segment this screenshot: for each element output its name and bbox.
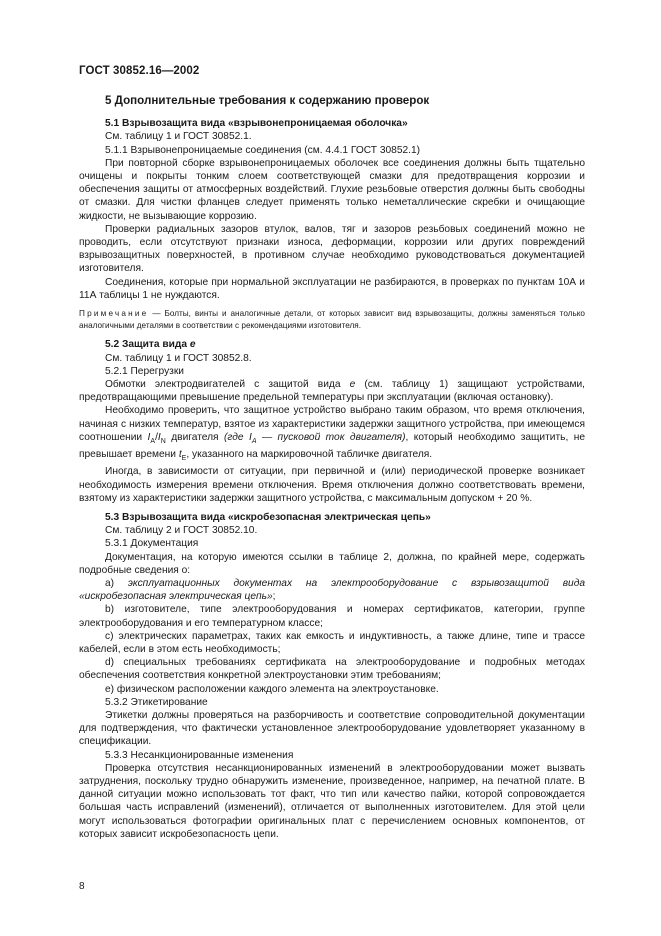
formula-sub: A <box>150 437 156 445</box>
section-5-2-ref: См. таблицу 1 и ГОСТ 30852.8. <box>105 352 252 364</box>
text: ; <box>272 591 276 603</box>
section-5-3-title: 5.3 Взрывозащита вида «искробезопасная электрическая цепь» <box>105 511 431 523</box>
paragraph: Соединения, которые при нормальной эксплуатации не разбираются, в проверках по пунктам 10А и 11А таблицы 1 не нуждаются. <box>79 276 585 301</box>
formula-sub: A <box>251 437 257 445</box>
document-body <box>79 94 585 841</box>
section-5-1-title: 5.1 Взрывозащита вида «взрывонепроницаемая оболочка» <box>105 118 408 130</box>
formula-sub: N <box>160 437 166 445</box>
document-header: ГОСТ 30852.16—2002 <box>79 65 200 77</box>
text: (см. таблицу 1) защищают устройствами, предотвращающими превышение предельной температуры при эксплуатации (включая остановку). <box>79 379 585 404</box>
list-item: c) электрических параметрах, таких как емкость и индуктивность, а также длине, типе и трассе кабелей, если в этом есть необходимость; <box>79 630 585 655</box>
text-italic: e <box>349 379 356 391</box>
paragraph: При повторной сборке взрывонепроницаемых оболочек все соединения должны быть тщательно очищены и покрыты тонким слоем соответствующей смазки для предотвращения коррозии и обеспечения защиты от атмосферных воздействий. Глухие резьбовые отверстия должны быть свободны от смазки. Для чистки фланцев следует применять только неметаллические скребки и очищающие жидкости, не вызывающие коррозию. <box>79 157 585 222</box>
list-item-label: a) <box>105 577 128 589</box>
section-5-2-title-italic: e <box>189 339 196 351</box>
formula-var: t <box>178 449 182 461</box>
subsection-5-3-1-title: 5.3.1 Документация <box>105 538 199 550</box>
subsection-5-3-2-title: 5.3.2 Этикетирование <box>105 696 208 708</box>
subsection-5-1-1-title: 5.1.1 Взрывонепроницаемые соединения (см. 4.4.1 ГОСТ 30852.1) <box>105 144 421 156</box>
paragraph: Проверка отсутствия несанкционированных изменений в электрооборудовании может вызвать затруднения, поскольку трудно обнаружить изменение, произведенное, например, на печатной плате. В данной ситуации можно использовать тот факт, что тип или качество пайки, которой сопровождается большая часть исправлений (изменений), отличается от выполненных изготовителем. Для этой цели могут использоваться фотографии оригинальных плат с перечислением основных компонентов, от которых зависит искробезопасность цепи. <box>79 762 585 840</box>
paragraph: Иногда, в зависимости от ситуации, при первичной и (или) периодической проверке возникает необходимость измерения времени отключения. Время отключения должно соответствовать времени, взятому из характеристики задержки защитного устройства, с максимальным допуском + 20 %. <box>79 466 585 504</box>
section-5-2-title <box>79 338 585 351</box>
note-text: — Болты, винты и аналогичные детали, от которых зависит вид взрывозащиты, должны заменяться только аналогичными деталями в соответствии с рекомендациями изготовителя. <box>79 309 585 331</box>
paragraph: Проверки радиальных зазоров втулок, валов, тяг и зазоров резьбовых соединений можно не проводить, если отсутствуют признаки износа, деформации, коррозии или других повреждений взрывозащитных поверхностей, в противном случае необходимо руководствоваться документацией изготовителя. <box>79 223 585 275</box>
paragraph: Этикетки должны проверяться на разборчивость и соответствие сопроводительной документации для подтверждения, что фактически установленное электрооборудование удовлетворяет указанному в спецификации. <box>79 710 585 748</box>
list-item <box>79 577 585 603</box>
section-5-3-ref: См. таблицу 2 и ГОСТ 30852.10. <box>105 525 258 537</box>
text: двигателя <box>165 431 224 443</box>
section-5-1-ref: См. таблицу 1 и ГОСТ 30852.1. <box>105 131 252 143</box>
text-italic: — пусковой ток двигателя) <box>256 431 406 443</box>
text: Необходимо проверить, что защитное устройство выбрано таким образом, что время отключения, начиная с низких температур, взятое из характеристики задержки защитного устройства, при имеющемся соотношении <box>79 405 585 443</box>
text: , который необходимо защитить, не превышает времени <box>79 431 586 461</box>
subsection-5-3-3-title: 5.3.3 Несанкционированные изменения <box>105 749 294 761</box>
paragraph <box>79 404 585 465</box>
text: , указанного на маркировочной табличке двигателя. <box>186 449 433 461</box>
text: Обмотки электродвигателей с защитой вида <box>105 379 350 391</box>
page-number: 8 <box>79 881 85 892</box>
formula-sub: E <box>181 455 187 463</box>
list-item: b) изготовителе, типе электрооборудования и номерах сертификатов, категории, группе электрооборудования и его температурном классе; <box>79 604 585 629</box>
paragraph: Документация, на которую имеются ссылки в таблице 2, должна, по крайней мере, содержать подробные сведения о: <box>79 551 585 576</box>
formula-slash: / <box>155 431 158 443</box>
formula-var: I <box>157 431 161 443</box>
text-italic: (где I <box>223 431 252 443</box>
list-item: d) специальных требованиях сертификата на электрооборудование и подробных методах обеспечения соответствия конкретной электроустановки этим требованиям; <box>79 657 585 682</box>
section-5-2-title-text: 5.2 Защита вида <box>105 339 190 351</box>
text-italic: эксплуатационных документах на электрооборудование с взрывозащитой вида «искробезопасная электрическая цепь» <box>79 577 585 603</box>
subsection-5-2-1-title: 5.2.1 Перегрузки <box>105 365 184 377</box>
formula-var: I <box>147 431 151 443</box>
section-5-title: 5 Дополнительные требования к содержанию проверок <box>105 94 430 107</box>
note <box>79 308 585 332</box>
paragraph <box>79 378 585 404</box>
list-item: e) физическом расположении каждого элемента на электроустановке. <box>105 683 439 695</box>
note-label: Примечание <box>79 309 149 319</box>
